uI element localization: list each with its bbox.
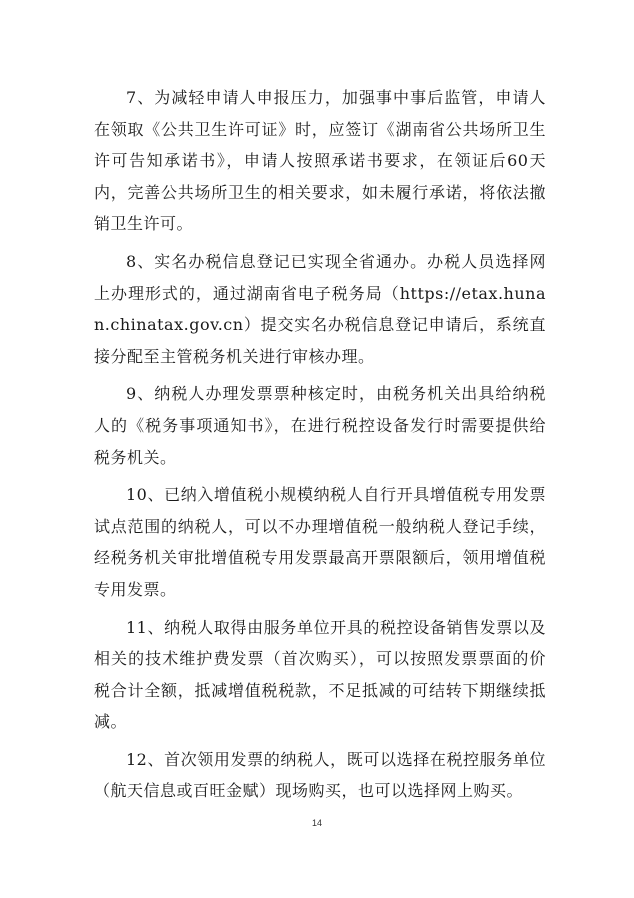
paragraph-item-7: 7、为减轻申请人申报压力，加强事中事后监管，申请人在领取《公共卫生许可证》时，应签订《湖南省公共场所卫生许可告知承诺书》，申请人按照承诺书要求，在领证后60天内，完善公共场所卫生的相关要求，如未履行承诺，将依法撤销卫生许可。 — [94, 88, 546, 234]
page-number: 14 — [311, 818, 322, 828]
paragraph-item-10: 10、已纳入增值税小规模纳税人自行开具增值税专用发票试点范围的纳税人，可以不办理增值税一般纳税人登记手续，经税务机关审批增值税专用发票最高开票限额后，领用增值税专用发票。 — [94, 485, 546, 599]
paragraph-item-9: 9、纳税人办理发票票种核定时，由税务机关出具给纳税人的《税务事项通知书》，在进行税控设备发行时需要提供给税务机关。 — [94, 384, 546, 467]
paragraph-item-11: 11、纳税人取得由服务单位开具的税控设备销售发票以及相关的技术维护费发票（首次购买），可以按照发票票面的价税合计全额，抵减增值税税款，不足抵减的可结转下期继续抵减。 — [94, 617, 546, 732]
document-body — [94, 82, 546, 813]
paragraph-item-12: 12、首次领用发票的纳税人，既可以选择在税控服务单位（航天信息或百旺金赋）现场购买，也可以选择网上购买。 — [94, 749, 546, 801]
paragraph-item-8: 8、实名办税信息登记已实现全省通办。办税人员选择网上办理形式的，通过湖南省电子税务局（https://etax.hunan.chinatax.gov.cn）提交实名办税信息登记申请后，系统直接分配至主管税务机关进行审核办理。 — [94, 251, 546, 366]
